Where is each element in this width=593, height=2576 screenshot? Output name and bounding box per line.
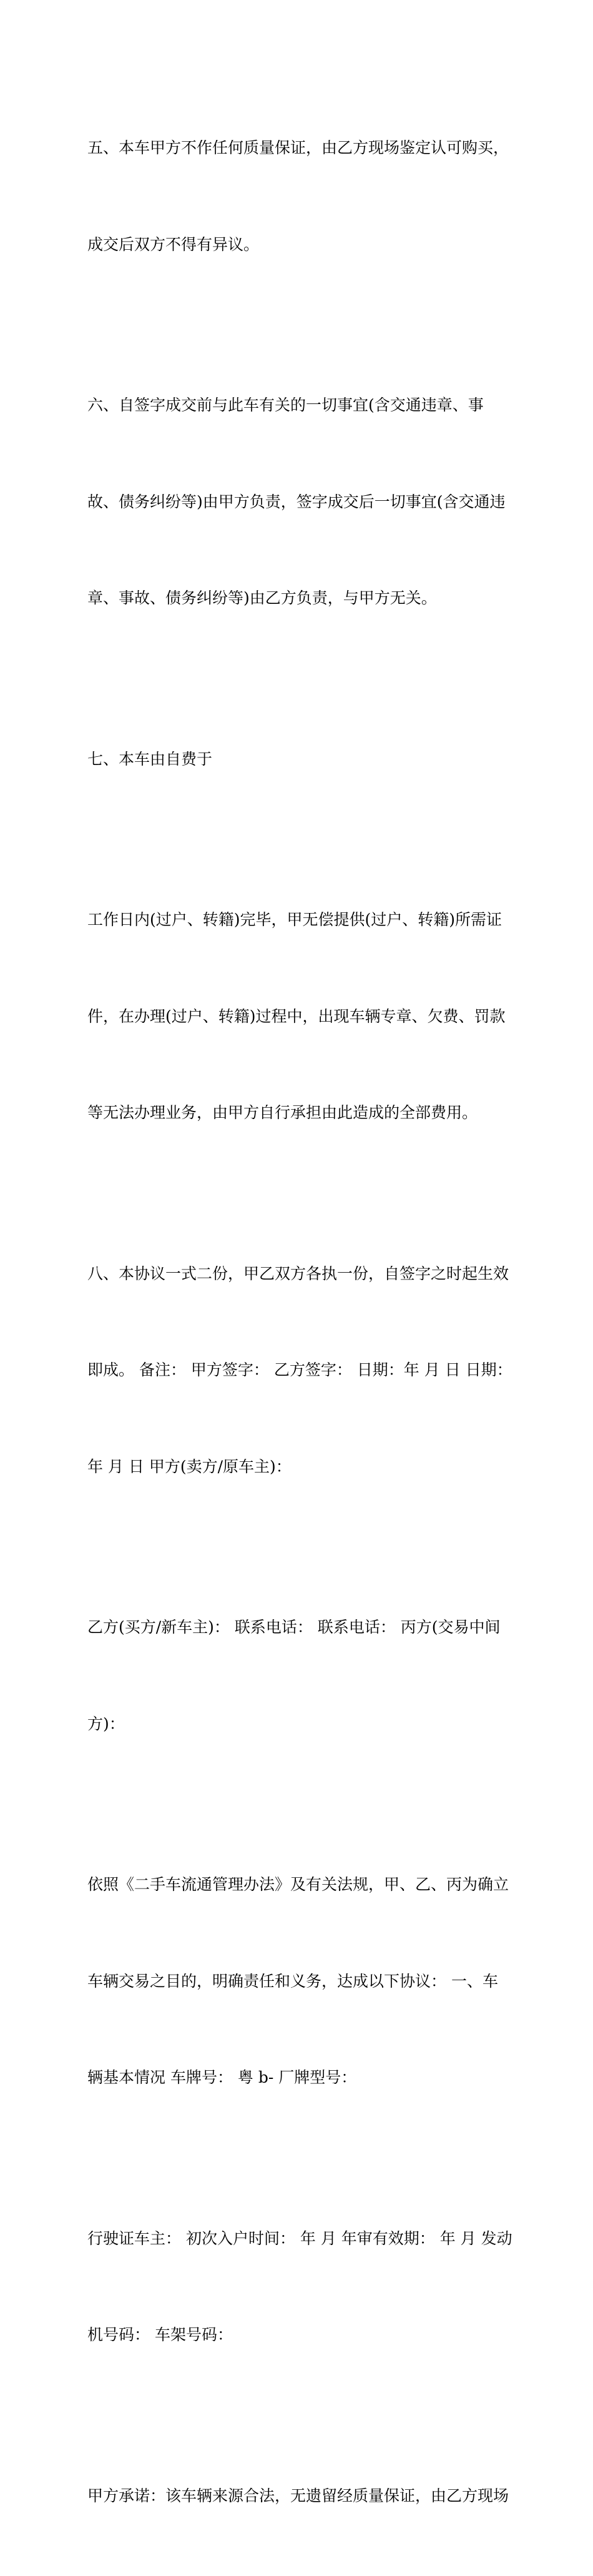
text-line: 行驶证车主： 初次入户时间： 年 月 年审有效期： 年 月 发动 [87, 2223, 512, 2255]
text-line: 依照《二手车流通管理办法》及有关法规，甲、乙、丙为确立 [87, 1868, 512, 1901]
vehicle-info [87, 2158, 512, 2416]
text-line: 乙方(买方/新车主)： 联系电话： 联系电话： 丙方(交易中间 [87, 1611, 512, 1644]
text-line: 机号码： 车架号码： [87, 2319, 512, 2351]
agreement-preamble [87, 1804, 512, 2158]
text-line: 件，在办理(过户、转籍)过程中，出现车辆专章、欠费、罚款 [87, 1000, 512, 1033]
party-b-contact [87, 1547, 512, 1804]
clause-seven-continued [87, 839, 512, 1193]
text-line: 故、债务纠纷等)由甲方负责，签字成交后一切事宜(含交通违 [87, 486, 512, 518]
text-line: 年 月 日 甲方(卖方/原车主)： [87, 1451, 512, 1483]
text-line: 等无法办理业务，由甲方自行承担由此造成的全部费用。 [87, 1097, 512, 1129]
clause-seven [87, 679, 512, 840]
text-line: 七、本车由自费于 [87, 743, 512, 776]
text-line: 甲方承诺：该车辆来源合法，无遗留经质量保证，由乙方现场 [87, 2480, 512, 2512]
text-line: 辆基本情况 车牌号： 粤 b- 厂牌型号： [87, 2061, 512, 2094]
text-line: 车辆交易之目的，明确责任和义务，达成以下协议： 一、车 [87, 1965, 512, 1998]
clause-eight [87, 1193, 512, 1547]
text-line: 工作日内(过户、转籍)完毕，甲无偿提供(过户、转籍)所需证 [87, 904, 512, 936]
text-line: 即成。 备注： 甲方签字： 乙方签字： 日期：年 月 日 日期： [87, 1354, 512, 1386]
document-page [0, 0, 593, 767]
text-line: 八、本协议一式二份，甲乙双方各执一份，自签字之时起生效 [87, 1258, 512, 1290]
text-line: 成交后双方不得有异议。 [87, 229, 512, 261]
document-body [87, 67, 512, 2576]
text-line: 六、自签字成交前与此车有关的一切事宜(含交通违章、事 [87, 389, 512, 422]
text-line: 章、事故、债务纠纷等)由乙方负责，与甲方无关。 [87, 582, 512, 614]
text-line: 方)： [87, 1708, 512, 1740]
clause-five [87, 67, 512, 325]
clause-six [87, 325, 512, 679]
party-a-promise [87, 2416, 512, 2576]
text-line: 五、本车甲方不作任何质量保证，由乙方现场鉴定认可购买， [87, 132, 512, 164]
